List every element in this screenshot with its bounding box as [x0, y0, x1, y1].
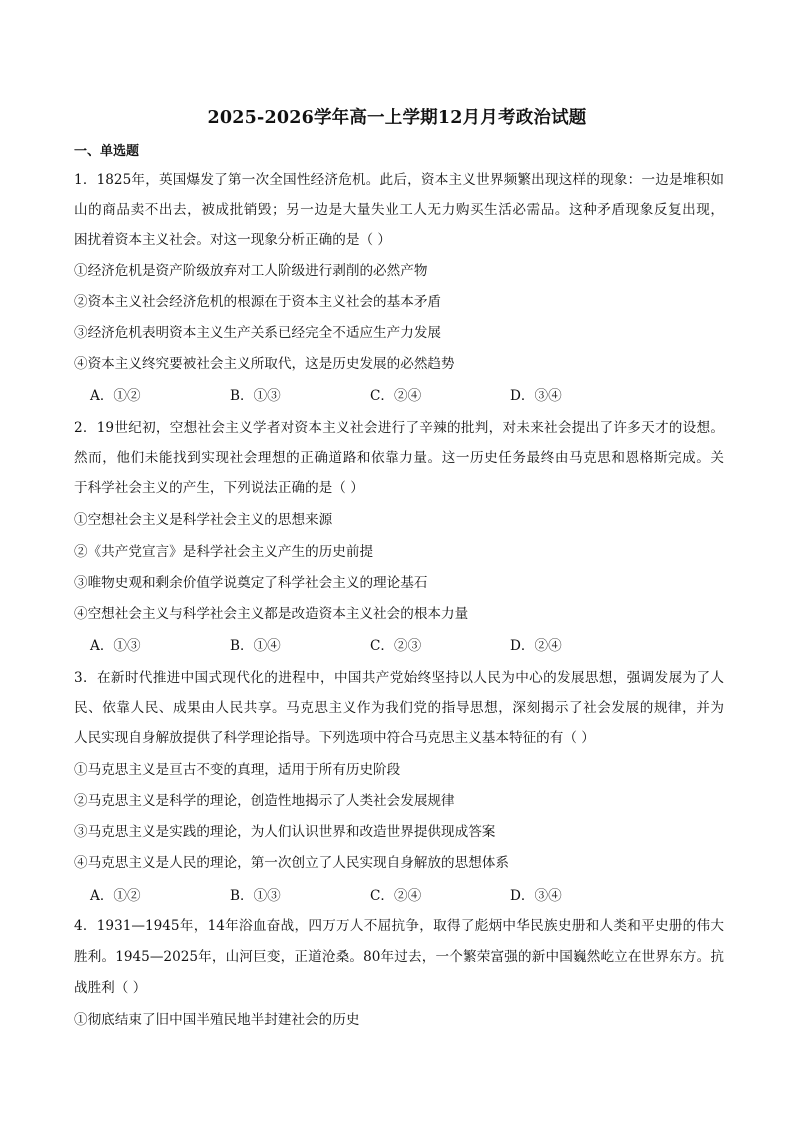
q2-option-d[interactable]: D．②④: [510, 638, 562, 654]
q2-stem-line-2: 然而，他们未能找到实现社会理想的正确道路和依靠力量。这一历史任务最终由马克思和恩格斯完成。关: [74, 450, 724, 466]
q2-stem-line-1: 2．19世纪初，空想社会主义学者对资本主义社会进行了辛辣的批判，对未来社会提出了许多天才的设想。: [74, 420, 724, 436]
q3-option-a[interactable]: A．①②: [90, 888, 141, 904]
q3-statement-1: ①马克思主义是亘古不变的真理，适用于所有历史阶段: [74, 762, 401, 778]
q3-option-b[interactable]: B．①③: [230, 888, 281, 904]
q1-option-c[interactable]: C．②④: [370, 388, 422, 404]
q1-option-a[interactable]: A．①②: [90, 388, 141, 404]
q3-stem-line-3: 人民实现自身解放提供了科学理论指导。下列选项中符合马克思主义基本特征的有（ ）: [74, 730, 595, 746]
q3-option-c[interactable]: C．②④: [370, 888, 422, 904]
q3-statement-4: ④马克思主义是人民的理论，第一次创立了人民实现自身解放的思想体系: [74, 855, 509, 871]
q2-stem-line-3: 于科学社会主义的产生，下列说法正确的是（ ）: [74, 480, 364, 496]
q3-stem-line-1: 3．在新时代推进中国式现代化的进程中，中国共产党始终坚持以人民为中心的发展思想，强调发展为了人: [74, 670, 724, 686]
q3-statement-3: ③马克思主义是实践的理论，为人们认识世界和改造世界提供现成答案: [74, 824, 496, 840]
q1-option-d[interactable]: D．③④: [510, 388, 562, 404]
q1-stem-line-2: 山的商品卖不出去，被成批销毁；另一边是大量失业工人无力购买生活必需品。这种矛盾现象反复出现，: [74, 202, 724, 218]
section-heading: 一、单选题: [74, 144, 140, 159]
q1-statement-4: ④资本主义终究要被社会主义所取代，这是历史发展的必然趋势: [74, 356, 455, 372]
q4-stem-line-3: 战胜利（ ）: [74, 980, 147, 996]
q2-statement-2: ②《共产党宣言》是科学社会主义产生的历史前提: [74, 544, 374, 560]
q3-stem-line-2: 民、依靠人民、成果由人民共享。马克思主义作为我们党的指导思想，深刻揭示了社会发展的规律，并为: [74, 700, 724, 716]
q2-option-a[interactable]: A．①③: [90, 638, 141, 654]
q4-stem-line-2: 胜利。1945—2025年，山河巨变，正道沧桑。80年过去，一个繁荣富强的新中国巍然屹立在世界东方。抗: [74, 949, 724, 965]
q4-statement-1: ①彻底结束了旧中国半殖民地半封建社会的历史: [74, 1012, 360, 1028]
q1-stem-line-1: 1．1825年，英国爆发了第一次全国性经济危机。此后，资本主义世界频繁出现这样的现象：一边是堆积如: [74, 172, 724, 188]
q2-statement-3: ③唯物史观和剩余价值学说奠定了科学社会主义的理论基石: [74, 575, 428, 591]
q2-statement-1: ①空想社会主义是科学社会主义的思想来源: [74, 512, 333, 528]
q3-statement-2: ②马克思主义是科学的理论，创造性地揭示了人类社会发展规律: [74, 793, 455, 809]
q1-statement-3: ③经济危机表明资本主义生产关系已经完全不适应生产力发展: [74, 325, 442, 341]
page-title: 2025-2026学年高一上学期12月月考政治试题: [207, 108, 587, 128]
q1-stem-line-3: 困扰着资本主义社会。对这一现象分析正确的是（ ）: [74, 232, 391, 248]
q1-statement-1: ①经济危机是资产阶级放弃对工人阶级进行剥削的必然产物: [74, 263, 428, 279]
q1-statement-2: ②资本主义社会经济危机的根源在于资本主义社会的基本矛盾: [74, 294, 442, 310]
q3-option-d[interactable]: D．③④: [510, 888, 562, 904]
q2-option-c[interactable]: C．②③: [370, 638, 422, 654]
q4-stem-line-1: 4．1931—1945年，14年浴血奋战，四万万人不屈抗争，取得了彪炳中华民族史册和人类和平史册的伟大: [74, 918, 724, 934]
q2-statement-4: ④空想社会主义与科学社会主义都是改造资本主义社会的根本力量: [74, 606, 469, 622]
q1-option-b[interactable]: B．①③: [230, 388, 281, 404]
q2-option-b[interactable]: B．①④: [230, 638, 281, 654]
